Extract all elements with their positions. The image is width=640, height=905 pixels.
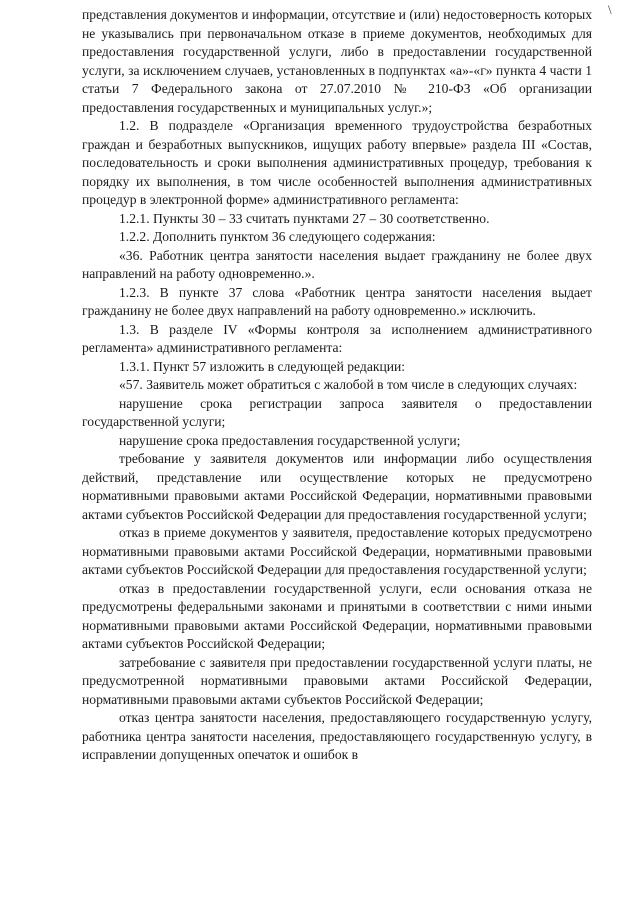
paragraph-case-6: затребование с заявителя при предоставлении государственной услуги платы, не предусмотренной нормативными правовыми актами Российской Федерации, нормативными правовыми актами субъектов Российской Федерации; <box>82 654 592 707</box>
paragraph-1-3-1: 1.3.1. Пункт 57 изложить в следующей редакции: <box>119 358 406 374</box>
paragraph-item-57: «57. Заявитель может обратиться с жалобой в том числе в следующих случаях: <box>119 377 578 392</box>
paragraph-case-4: отказ в приеме документов у заявителя, предоставление которых предусмотрено нормативными правовыми актами Российской Федерации, нормативными правовыми актами субъектов Российской Федерации для предоставления государственной услуги; <box>82 525 592 577</box>
paragraph-case-1: нарушение срока регистрации запроса заявителя о предоставлении государственной услуги; <box>82 395 592 429</box>
paragraph-1-2-2: 1.2.2. Дополнить пунктом 36 следующего содержания: <box>119 229 436 244</box>
paragraph-case-7: отказ центра занятости населения, предоставляющего государственную услугу, работника центра занятости населения, предоставляющего государственную услугу, в исправлении допущенных опечаток и ошибок в <box>82 710 592 762</box>
paragraph-1-2-3: 1.2.3. В пункте 37 слова «Работник центра занятости населения выдает гражданину не более двух направлений на работу одновременно.» исключить. <box>82 284 592 318</box>
document-page <box>82 6 592 765</box>
paragraph-item-36: «36. Работник центра занятости населения выдает гражданину не более двух направлений на работу одновременно.». <box>82 247 592 281</box>
paragraph-1-2: 1.2. В подразделе «Организация временного трудоустройства безработных граждан и безработных выпускников, ищущих работу впервые» раздела III «Состав, последовательность и сроки выполнения административных процедур, требования к порядку их выполнения, в том числе особенностей выполнения административных процедур в электронной форме» административного регламента: <box>82 118 592 207</box>
paragraph-case-2: нарушение срока предоставления государственной услуги; <box>119 432 461 448</box>
paragraph-1-3: 1.3. В разделе IV «Формы контроля за исполнением административного регламента» административного регламента: <box>82 321 592 355</box>
paragraph-0: представления документов и информации, отсутствие и (или) недостоверность которых не указывались при первоначальном отказе в приеме документов, необходимых для предоставления государственной услуги, либо в предоставлении государственной услуги, за исключением случаев, установленных в подпунктах «а»-«г» пункта 4 части 1 статьи 7 Федерального закона от 27.07.2010 № 210-ФЗ «Об организации предоставления государственных и муниципальных услуг.»; <box>82 7 592 115</box>
corner-mark: \ <box>608 2 612 17</box>
paragraph-case-3: требование у заявителя документов или информации либо осуществления действий, представление или осуществление которых не предусмотрено нормативными правовыми актами Российской Федерации, нормативными правовыми актами субъектов Российской Федерации для предоставления государственной услуги; <box>82 451 592 522</box>
paragraph-case-5: отказ в предоставлении государственной услуги, если основания отказа не предусмотрены федеральными законами и принятыми в соответствии с ними иными нормативными правовыми актами Российской Федерации, нормативными правовыми актами субъектов Российской Федерации; <box>82 580 592 651</box>
paragraph-1-2-1: 1.2.1. Пункты 30 – 33 считать пунктами 27 – 30 соответственно. <box>119 210 490 226</box>
